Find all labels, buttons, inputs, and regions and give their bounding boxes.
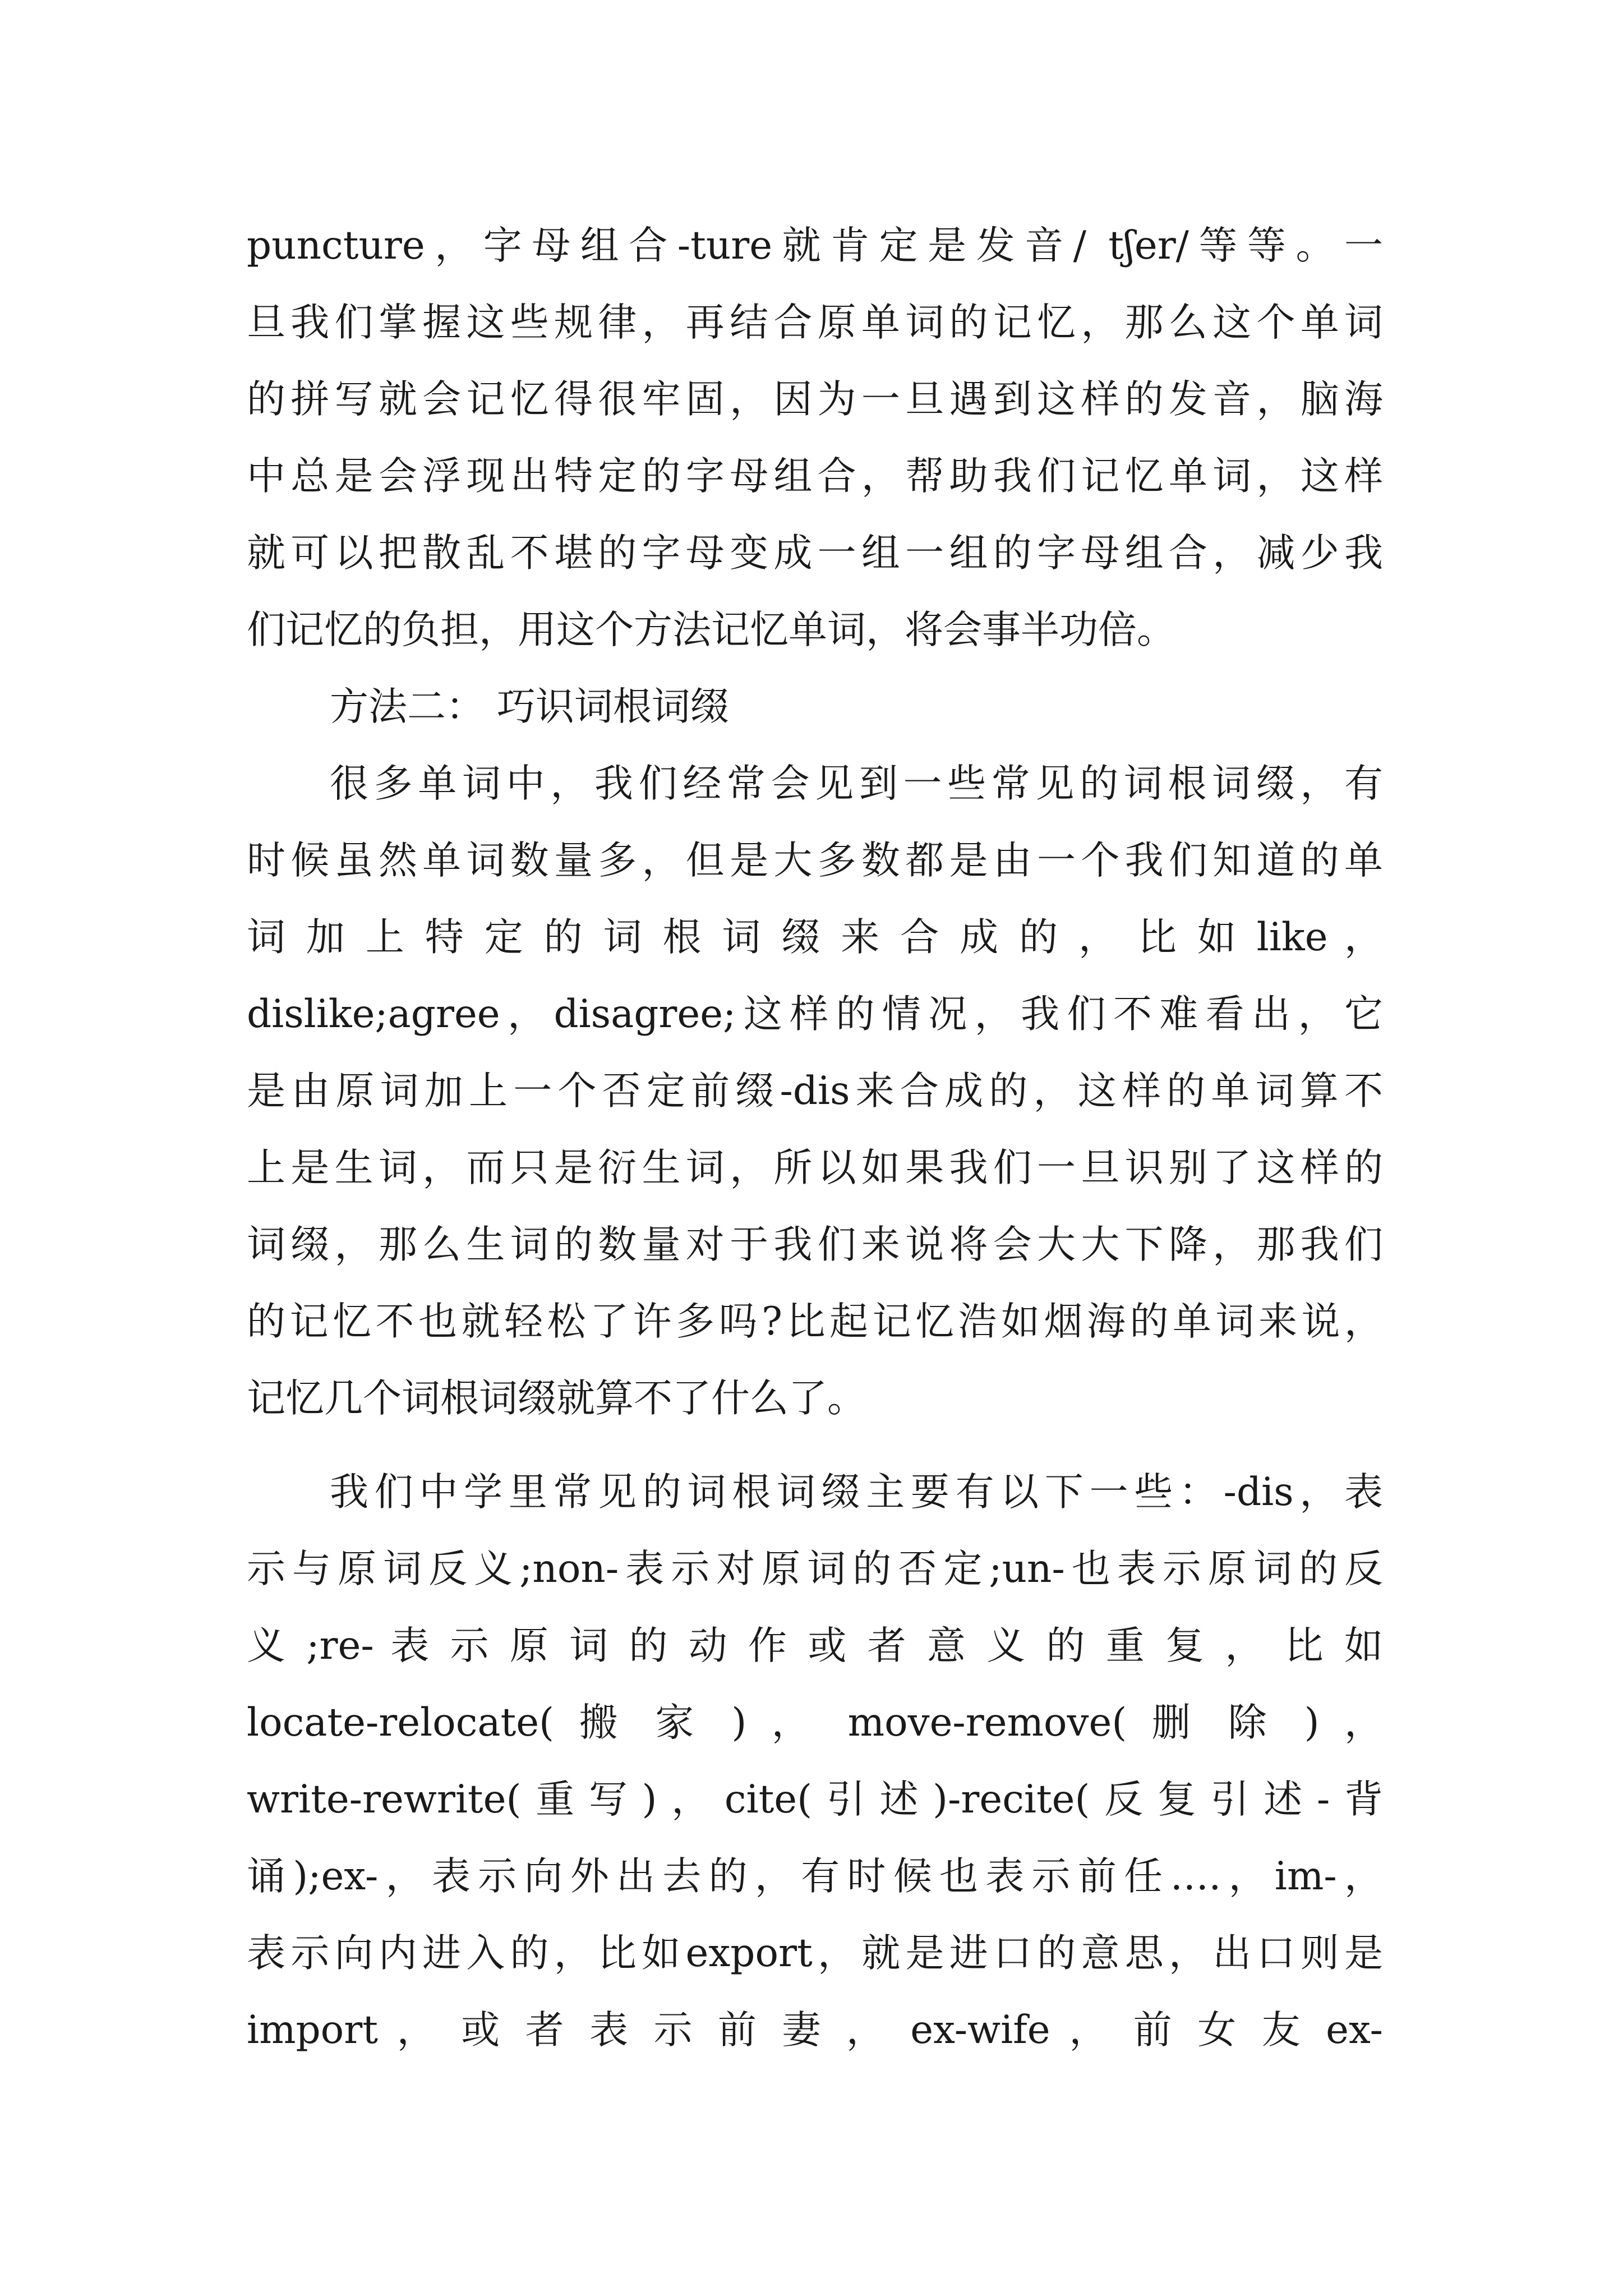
paragraph-line: 词缀，那么生词的数量对于我们来说将会大大下降，那我们: [247, 1222, 1383, 1267]
document-body: [247, 208, 1383, 2069]
paragraph-line: 诵);ex-，表示向外出去的，有时候也表示前任….，im-，: [247, 1854, 1383, 1899]
paragraph-line: 就可以把散乱不堪的字母变成一组一组的字母组合，减少我: [247, 531, 1383, 576]
paragraph-line: 们记忆的负担，用这个方法记忆单词，将会事半功倍。: [247, 608, 1175, 652]
paragraph-line: dislike;agree，disagree;这样的情况，我们不难看出，它: [247, 992, 1383, 1037]
paragraph-line: 旦我们掌握这些规律，再结合原单词的记忆，那么这个单词: [247, 300, 1383, 345]
paragraph-line: 时候虽然单词数量多，但是大多数都是由一个我们知道的单: [247, 838, 1383, 883]
paragraph-line: 很多单词中，我们经常会见到一些常见的词根词缀，有: [330, 761, 1383, 806]
paragraph-line: 记忆几个词根词缀就算不了什么了。: [247, 1376, 866, 1421]
paragraph-line: puncture，字母组合-ture就肯定是发音/ tʃer/等等。一: [247, 223, 1383, 268]
paragraph-line: 中总是会浮现出特定的字母组合，帮助我们记忆单词，这样: [247, 454, 1383, 499]
paragraph-line: write-rewrite(重写)，cite(引述)-recite(反复引述-背: [247, 1777, 1383, 1822]
paragraph-roots-affixes: [247, 746, 1383, 1437]
paragraph-line: 表示向内进入的，比如export，就是进口的意思，出口则是: [247, 1931, 1383, 1976]
paragraph-line: 的记忆不也就轻松了许多吗?比起记忆浩如烟海的单词来说，: [247, 1299, 1383, 1344]
paragraph-line: 的拼写就会记忆得很牢固，因为一旦遇到这样的发音，脑海: [247, 377, 1383, 422]
paragraph-line: 示与原词反义;non-表示对原词的否定;un-也表示原词的反: [247, 1547, 1383, 1591]
section-heading: 方法二： 巧识词根词缀: [330, 684, 729, 729]
paragraph-line: 词 加 上 特 定 的 词 根 词 缀 来 合 成 的 ， 比 如 like ，: [247, 915, 1383, 960]
paragraph-line: 是由原词加上一个否定前缀-dis来合成的，这样的单词算不: [247, 1069, 1383, 1114]
paragraph-line: 上是生词，而只是衍生词，所以如果我们一旦识别了这样的: [247, 1145, 1383, 1190]
paragraph-line: 义 ;re- 表 示 原 词 的 动 作 或 者 意 义 的 重 复 ， 比 如: [247, 1623, 1383, 1668]
paragraph-common-affixes: [247, 1454, 1383, 2069]
paragraph-spacer: [247, 1437, 1383, 1454]
paragraph-line: import ， 或 者 表 示 前 妻 ， ex-wife ， 前 女 友 ex-: [247, 2008, 1383, 2053]
paragraph-line: locate-relocate( 搬 家 ) ， move-remove( 删 除 ) ，: [247, 1700, 1383, 1745]
paragraph-line: 我们中学里常见的词根词缀主要有以下一些：-dis，表: [330, 1470, 1383, 1515]
paragraph-pronunciation-rules: [247, 208, 1383, 669]
